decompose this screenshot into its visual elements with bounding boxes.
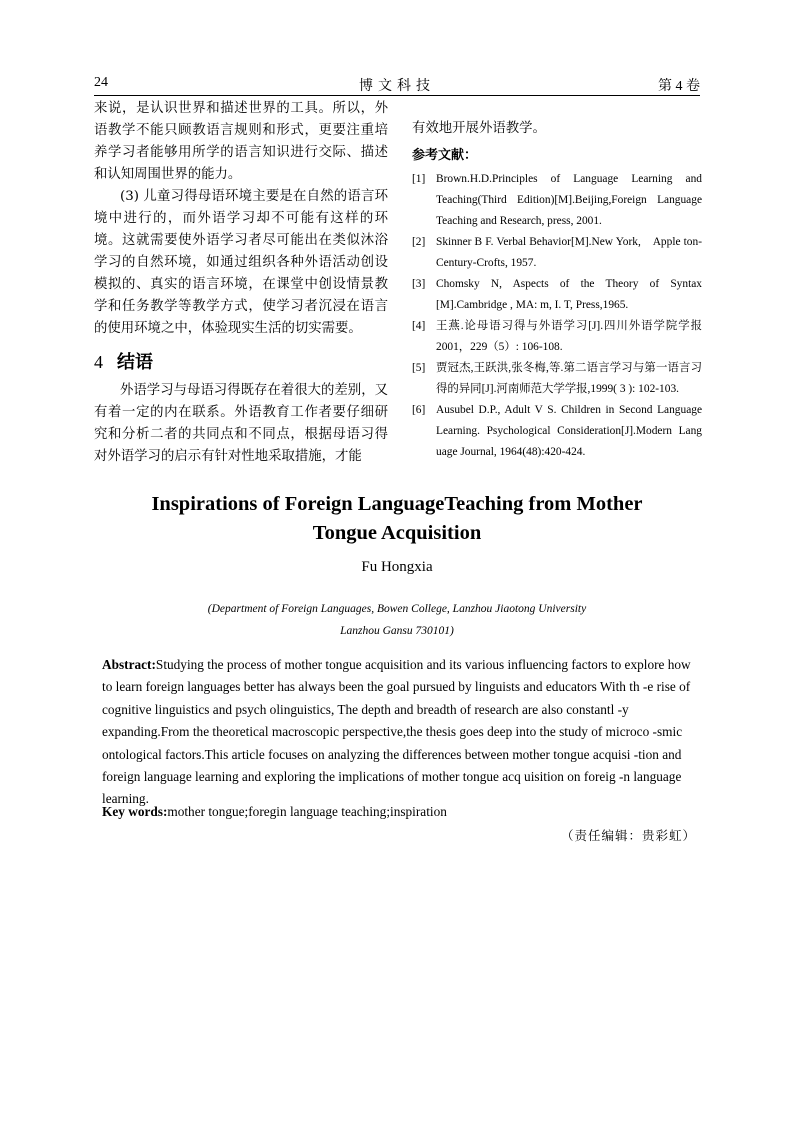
reference-text: 王燕.论母语习得与外语学习[J].四川外语学院学报 2001，229（5）: 106-108. — [436, 320, 702, 353]
reference-number: [6] — [412, 404, 426, 416]
keywords-label: Key words: — [102, 804, 168, 819]
reference-list — [412, 169, 702, 463]
abstract-label: Abstract: — [102, 657, 156, 672]
journal-name: 博文科技 — [359, 79, 435, 94]
affiliation-line-2: Lanzhou Gansu 730101) — [340, 625, 454, 637]
keywords — [102, 804, 698, 820]
running-header — [94, 73, 700, 96]
reference-item — [412, 358, 702, 400]
reference-text: Skinner B F. Verbal Behavior[M].New York, Apple ton-Century-Crofts, 1957. — [436, 236, 702, 269]
left-column — [94, 98, 388, 468]
section-title: 结语 — [117, 352, 153, 373]
reference-number: [2] — [412, 236, 426, 248]
reference-number: [3] — [412, 278, 426, 290]
reference-number: [1] — [412, 173, 426, 185]
section-heading — [94, 348, 388, 373]
reference-item — [412, 400, 702, 463]
abstract-text: Studying the process of mother tongue acquisition and its various influencing factors to explore how to learn foreign languages better has always been the goal pursued by linguists and educators With th -e rise of cognitive linguistics and psych olinguistics, The depth and breadth of research are also constantl -y expanding.From the theoretical macroscopic perspective,the thesis goes deep into the study of microco -smic ontological factors.This article focuses on analyzing the differences between mother tongue acquisi -tion and foreign language learning and exploring the implications of mother tongue acq uisition on foreig -n language learning. — [102, 657, 691, 807]
editor-note: （责任编辑：贵彩虹） — [560, 828, 696, 843]
reference-text: Chomsky N, Aspects of the Theory of Syntax [M].Cambridge , MA: m, I. T, Press,1965. — [436, 278, 702, 311]
right-column — [412, 118, 702, 463]
paragraph-continuation: 来说，是认识世界和描述世界的工具。所以，外语教学不能只顾教语言规则和形式，更要注重培养学习者能够用所学的语言知识进行交际、描述和认知周围世界的能力。 — [94, 101, 388, 182]
page-number: 24 — [94, 75, 108, 90]
reference-item — [412, 232, 702, 274]
reference-item — [412, 169, 702, 232]
reference-item — [412, 316, 702, 358]
reference-item — [412, 274, 702, 316]
title-line-1: Inspirations of Foreign LanguageTeaching from Mother — [151, 493, 643, 515]
title-line-2: Tongue Acquisition — [312, 522, 482, 544]
paragraph-continuation-right: 有效地开展外语教学。 — [412, 121, 546, 136]
english-title — [94, 490, 700, 548]
author-name: Fu Hongxia — [361, 559, 433, 575]
reference-text: Ausubel D.P., Adult V S. Children in Second Language Learning. Psychological Consideration[J].Modern Lang uage Journal, 1964(48):420-424. — [436, 404, 702, 458]
abstract — [102, 654, 698, 811]
keywords-text: mother tongue;foregin language teaching;inspiration — [167, 804, 447, 819]
affiliation-line-1: (Department of Foreign Languages, Bowen College, Lanzhou Jiaotong University — [207, 603, 587, 615]
reference-number: [4] — [412, 320, 426, 332]
reference-text: 贾冠杰,王跃洪,张冬梅,等.第二语言学习与第一语言习得的异同[J].河南师范大学学报,1999( 3 ): 102-103. — [436, 362, 702, 395]
reference-number: [5] — [412, 362, 426, 374]
reference-text: Brown.H.D.Principles of Language Learning and Teaching(Third Edition)[M].Beijing,Foreign Language Teaching and Research, press, 2001. — [436, 173, 702, 227]
volume-label: 第 4 卷 — [658, 79, 700, 94]
section-number: 4 — [94, 352, 103, 372]
paragraph-point-3: (3) 儿童习得母语环境主要是在自然的语言环境中进行的，而外语学习却不可能有这样的环境。这就需要使外语学习者尽可能出在类似沐浴学习的自然环境，如通过组织各种外语活动创设模拟的、真实的语言环境，在课堂中创设情景教学和任务教学等教学方式，使学习者沉浸在语言的使用环境之中，体验现实生活的切实需要。 — [94, 189, 388, 336]
paragraph-conclusion: 外语学习与母语习得既存在着很大的差别，又有着一定的内在联系。外语教育工作者要仔细研究和分析二者的共同点和不同点，根据母语习得对外语学习的启示有针对性地采取措施，才能 — [94, 383, 388, 464]
references-heading: 参考文献： — [412, 148, 478, 163]
affiliation — [94, 598, 700, 642]
